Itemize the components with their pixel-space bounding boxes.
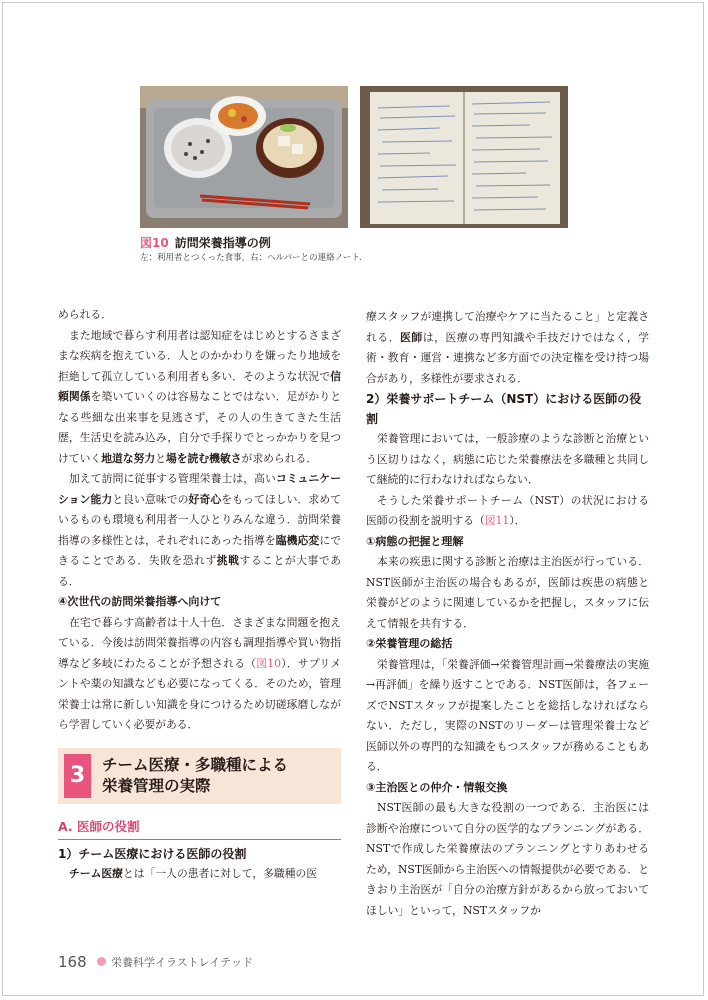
paragraph: 在宅で暮らす高齢者は十人十色．さまざまな問題を抱えている．今後は訪問栄養指導の内容も調理指導や買い物指導など多岐にわたることが予想される（図10）．サプリメントや薬の知識なども必要になってくる．そのため，管理栄養士は常に新しい知識を身につけるため切磋琢磨しながら学習していく必要がある． [58,615,342,731]
paragraph: また地域で暮らす利用者は認知症をはじめとするさまざまな疾病を抱えている．人とのかかわりを嫌ったり地域を拒絶して孤立している利用者も多い．そのような状況で信頼関係を築いていくのは容易なことではない．足がかりとなる些細な出来事を見逃さず，その人の生きてきた生活歴，生活史を読み込み，自分で手探りでとっかかりを見つけていく地道な努力と場を読む機敏さが求められる． [58,328,342,465]
section-number: 3 [64,754,91,798]
paragraph: チーム医療とは「一人の患者に対して，多職種の医 [69,866,318,880]
figure-caption-title [140,234,271,251]
footer-dot-icon [97,957,106,966]
paragraph: NST医師の最も大きな役割の一つである．主治医には診断や治療について自分の医学的なプランニングがある．NSTで作成した栄養療法のプランニングとすりあわせるため，NST医師から主治医への情報提供が必要である．ときおり主治医が「自分の治療方針があるから放っておいてほしい」といって，NSTスタッフか [366,801,649,917]
figure-title: 訪問栄養指導の例 [174,236,271,250]
heading-liaison: ③主治医との仲介・情報交換 [366,780,508,794]
heading-nutrition-management: ②栄養管理の総括 [366,637,453,650]
paragraph: 本来の疾患に関する診断と治療は主治医が行っている．NST医師が主治医の場合もあるが，医師は疾患の病態と栄養がどのように関連しているかを把握し，スタッフに伝えて情報を共有する． [366,555,649,630]
book-title: 栄養科学イラストレイテッド [111,956,254,969]
notebook-photo [360,86,568,228]
paragraph: 加えて訪問に従事する管理栄養士は，高いコミュニケーション能力と良い意味での好奇心をもってほしい．求めているものも環境も利用者一人ひとりみんな違う．訪問栄養指導の多様性とは，それぞれにあった指導を臨機応変にできることである．失敗を恐れず挑戦することが大事である． [58,472,342,588]
heading-team-medicine: 1）チーム医療における医師の役割 [58,846,247,861]
page-number: 168 [58,953,87,971]
subsection-heading: A. 医師の役割 [58,818,341,840]
meal-photo [140,86,348,228]
paragraph: 療スタッフが連携して治療やケアに当たること」と定義される．医師は，医療の専門知識や手技だけではなく，学術・教育・運営・連携など多方面での決定権を受け持つ場合があり，多様性が要求される． [366,310,649,385]
heading-next-generation: ④次世代の訪問栄養指導へ向けて [58,595,222,608]
left-column [58,305,341,884]
figure-reference-link[interactable]: 図10 [256,656,281,670]
section-title: チーム医療・多職種による 栄養管理の実際 [102,755,289,795]
paragraph: 栄養管理においては，一般診療のような診断と治療という区切りはなく，病態に応じた栄養療法を多職種と共同して継続的に行わなければならない． [366,432,649,486]
paragraph: そうした栄養サポートチーム（NST）の状況における医師の役割を説明する（図11）． [366,493,649,527]
paragraph: められる． [58,308,112,321]
figure-reference-link[interactable]: 図11 [484,514,510,527]
figure-label: 図10 [140,236,169,250]
section-header [58,748,341,804]
heading-pathology: ①病態の把握と理解 [366,534,464,548]
figure-caption-sub: 左：利用者とつくった食事，右：ヘルパーとの連絡ノート． [140,253,368,263]
right-column [366,307,649,921]
paragraph: 栄養管理は，「栄養評価→栄養管理計画→栄養療法の実施→再評価」を繰り返すことである．NST医師は，各フェーズでNSTスタッフが提案したことを総括しなければならない．ただし，実際のNSTのリーダーは管理栄養士など医師以外の専門的な知識をもつスタッフが務めることもある． [366,657,649,773]
heading-nst-role: 2）栄養サポートチーム（NST）における医師の役割 [366,392,642,426]
